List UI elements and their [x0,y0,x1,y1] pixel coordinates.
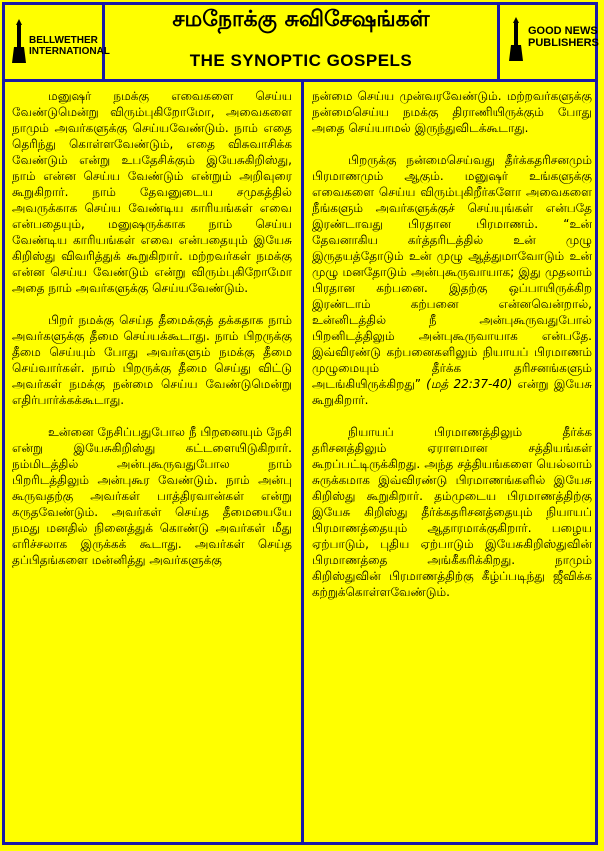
lamp-icon [11,19,27,63]
header [5,5,599,79]
right-column [312,88,592,616]
citation-tail: என்று இயேசு கூறுகிறார். [312,377,592,407]
paragraph: பிறர் நமக்கு செய்த தீமைக்குத் தக்கதாக நாம் அவர்களுக்கு தீமை செய்யக்கூடாது. நாம் பிறருக்கு தீமை செய்யும் போது அவர்களும் நமக்கு தீமை செய்வார்கள். நாம் பிறருக்கு தீமை செய்து விட்டு அவர்கள் நமக்கு நன்மை செய்ய வேண்டுமென்று எதிர்பார்க்கக்கூடாது. [12,313,292,407]
logo-text-line: PUBLISHERS [528,37,599,49]
bellwether-logo [5,5,110,79]
page-title-english: THE SYNOPTIC GOSPELS [189,51,413,70]
paragraph: உன்னை நேசிப்பதுபோல நீ பிறனையும் நேசி என்று இயேசுகிறிஸ்து கட்டளையிடுகிறார். நம்மிடத்தில் அன்புகூருவதுபோல நாம் பிறரிடத்திலும் அன்புகூர வேண்டும். நாம் அன்பு கூருவதற்கு அவர்கள் பாத்திரவான்கள் என்று கருதவேண்டும். அவர்கள் செய்த தீமையையே நமது மனதில் நினைத்துக் கொண்டு அவர்கள் மீது எரிச்சலாக இருக்கக் கூடாது. அவர்கள் செய்த தப்பிதங்களை மன்னித்து அவர்களுக்கு [12,425,292,567]
paragraph: மனுஷர் நமக்கு எவைகளை செய்ய வேண்டுமென்று விரும்புகிறோமோ, அவைகளை நாமும் அவர்களுக்கு செய்யவேண்டும். நாம் எதை தெரிந்து கொள்ளவேண்டும், எதை விசுவாசிக்க வேண்டும் என்று உபதேசிக்கும் இயேசுகிறிஸ்து, நாம் என்ன செய்ய வேண்டும் என்றும் அறிவுரை கூறுகிறார். நாம் தேவனுடைய சமுகத்தில் அவருக்காக செய்ய வேண்டிய காரியங்கள் எவை என்பதையும், மனுஷருக்காக நாம் செய்ய வேண்டிய காரியங்கள் எவை என்பதையும் இயேசு கிறிஸ்து விவரித்துக் கூறுகிறார். மற்றவர்கள் நமக்கு என்ன செய்ய வேண்டும் என்று விரும்புகிறோமோ அதை நாம் அவர்களுக்கு செய்யவேண்டும். [12,89,292,295]
column-divider [301,82,304,845]
good-news-logo [497,5,597,79]
logo-text-line: BELLWETHER [29,35,98,46]
paragraph-with-citation [312,152,592,408]
logo-text-line: GOOD NEWS [528,25,598,37]
header-divider [5,79,595,82]
page-title-tamil: சமநோக்கு சுவிசேஷங்கள் [172,7,430,32]
lamp-icon [508,17,524,61]
logo-text-line: INTERNATIONAL [29,46,110,57]
paragraph: நியாயப் பிரமாணத்திலும் தீர்க்க தரிசனத்திலும் ஏராளமான சத்தியங்கள் கூறப்பட்டிருக்கிறது. அந்த சத்தியங்களை யெல்லாம் சுருக்கமாக இவ்விரண்டு பிரமாணங்களில் இயேசு கிறிஸ்து கூறுகிறார். தம்முடைய பிரமாணத்திற்கு இயேசு கிறிஸ்து தீர்க்கதரிசனத்தையும் நியாயப் பிரமாணத்தையும் ஆதாரமாக்குகிறார். பழைய ஏற்பாடும், புதிய ஏற்பாடும் இயேசுகிறிஸ்துவின் பிரமாணத்தை அங்கீகரிக்கிறது. நாமும் கிறிஸ்துவின் பிரமாணத்திற்கு கீழ்ப்படிந்து ஜீவிக்க கற்றுக்கொள்ளவேண்டும். [312,425,592,599]
scripture-citation: (மத் 22:37-40) [426,377,513,391]
left-column [12,88,292,584]
paragraph: நன்மை செய்ய முன்வரவேண்டும். மற்றவர்களுக்கு நன்மைசெய்ய நமக்கு திராணியிருக்கும் போது அதை செய்யாமல் இருந்துவிடக்கூடாது. [312,89,592,135]
paragraph: பிறருக்கு நன்மைசெய்வது தீர்க்கதரிசனமும் பிரமாணமும் ஆகும். மனுஷர் உங்களுக்கு எவைகளை செய்ய விரும்புகிறீர்களோ அவைகளை நீங்களும் அவர்களுக்குச் செய்யுங்கள் என்பதே இரண்டாவது பிரதான பிரமாணம். “உன் தேவனாகிய கர்த்தரிடத்தில் உன் முழு இருதயத்தோடும் உன் முழு ஆத்துமாவோடும் உன் முழு மனதோடும் அன்புகூருவாயாக; இது முதலாம் பிரதான கற்பனை. இதற்கு ஒப்பாயிருக்கிற இரண்டாம் கற்பனை என்னவென்றால், உன்னிடத்தில் நீ அன்புகூருவதுபோல் பிறனிடத்திலும் அன்புகூருவாயாக என்பதே. இவ்விரண்டு கற்பனைகளிலும் நியாயப் பிரமாணம் முழுமையும் தீர்க்க தரிசனங்களும் அடங்கியிருக்கிறது” [312,153,592,391]
